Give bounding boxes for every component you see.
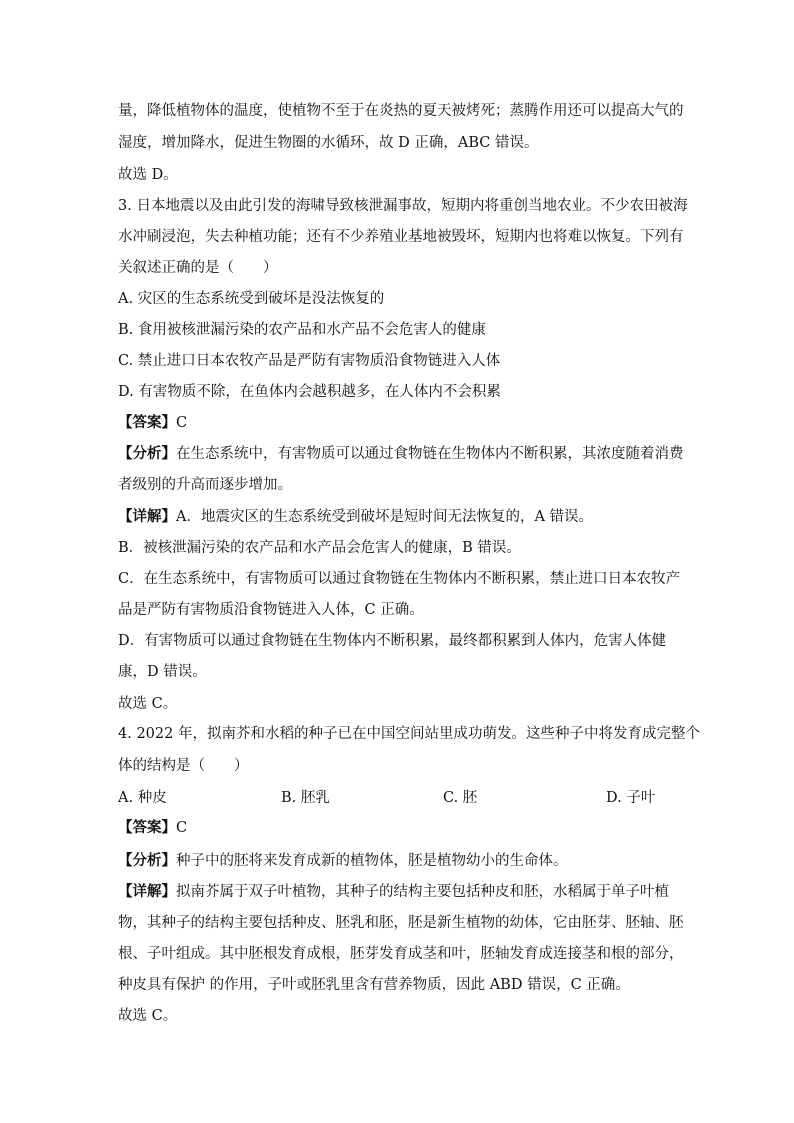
answer-tag: 【答案】 — [118, 819, 176, 836]
q4-answer-value: C — [176, 820, 188, 836]
q3-detail-line-5: D．有害物质可以通过食物链在生物体内不断积累，最终都积累到人体内，危害人体健 — [118, 633, 667, 649]
q4-answer-line — [118, 818, 187, 838]
q4-detail-line-5: 故选 C。 — [118, 1008, 178, 1024]
q4-analysis-text-1: 种子中的胚将来发育成新的植物体，胚是植物幼小的生命体。 — [176, 853, 568, 869]
q4-option-b: B. 胚乳 — [281, 790, 330, 806]
q4-stem-line-2: 体的结构是（ ） — [118, 758, 249, 774]
continued-select: 故选 D。 — [118, 167, 178, 183]
q4-option-a: A. 种皮 — [118, 790, 167, 806]
q3-select: 故选 C。 — [118, 696, 178, 712]
q3-option-b: B. 食用被核泄漏污染的农产品和水产品不会危害人的健康 — [118, 322, 486, 338]
q3-option-d: D. 有害物质不除，在鱼体内会越积越多，在人体内不会积累 — [118, 384, 501, 400]
q3-answer-line — [118, 413, 187, 433]
analysis-tag: 【分析】 — [118, 445, 176, 462]
q3-analysis-text-1: 在生态系统中，有害物质可以通过食物链在生物体内不断积累，其浓度随着消费 — [176, 446, 684, 462]
detail-tag: 【详解】 — [118, 508, 176, 525]
q3-detail-line-4: 品是严防有害物质沿食物链进入人体，C 正确。 — [118, 602, 424, 618]
continued-text-line-2: 湿度，增加降水，促进生物圈的水循环，故 D 正确，ABC 错误。 — [118, 135, 539, 151]
q3-stem-line-2: 水冲刷浸泡，失去种植功能；还有不少养殖业基地被毁坏，短期内也将难以恢复。下列有 — [118, 229, 684, 245]
detail-tag: 【详解】 — [118, 883, 176, 900]
continued-text-line-1: 量，降低植物体的温度，使植物不至于在炎热的夏天被烤死；蒸腾作用还可以提高大气的 — [118, 103, 684, 119]
q3-detail-line-1 — [118, 507, 593, 527]
q4-detail-line-3: 根、子叶组成。其中胚根发育成根，胚芽发育成茎和叶，胚轴发育成连接茎和根的部分， — [118, 946, 684, 962]
q4-option-c: C. 胚 — [443, 790, 478, 806]
q3-analysis-line-2: 者级别的升高而逐步增加。 — [118, 477, 292, 493]
q3-answer-value: C — [176, 415, 188, 431]
q3-stem-line-1: 3. 日本地震以及由此引发的海啸导致核泄漏事故，短期内将重创当地农业。不少农田被海 — [118, 198, 688, 214]
analysis-tag: 【分析】 — [118, 852, 176, 869]
q4-stem-line-1: 4. 2022 年，拟南芥和水稻的种子已在中国空间站里成功萌发。这些种子中将发育成完整个 — [118, 726, 700, 742]
q3-detail-text-1: A．地震灾区的生态系统受到破坏是短时间无法恢复的，A 错误。 — [176, 509, 594, 525]
q3-detail-line-6: 康，D 错误。 — [118, 664, 207, 680]
answer-tag: 【答案】 — [118, 414, 176, 431]
q3-analysis-line-1 — [118, 444, 684, 464]
q3-option-c: C. 禁止进口日本农牧产品是严防有害物质沿食物链进入人体 — [118, 353, 501, 369]
q4-option-d: D. 子叶 — [606, 790, 656, 806]
q4-detail-line-1 — [118, 882, 669, 902]
q4-detail-line-4: 种皮具有保护 的作用，子叶或胚乳里含有营养物质，因此 ABD 错误，C 正确。 — [118, 977, 630, 993]
q3-option-a: A. 灾区的生态系统受到破坏是没法恢复的 — [118, 291, 385, 307]
q4-detail-text-1: 拟南芥属于双子叶植物，其种子的结构主要包括种皮和胚，水稻属于单子叶植 — [176, 884, 669, 900]
q4-detail-line-2: 物，其种子的结构主要包括种皮、胚乳和胚，胚是新生植物的幼体，它由胚芽、胚轴、胚 — [118, 915, 684, 931]
q3-detail-line-2: B．被核泄漏污染的农产品和水产品会危害人的健康，B 错误。 — [118, 540, 521, 556]
q3-stem-line-3: 关叙述正确的是（ ） — [118, 260, 278, 276]
q4-analysis-line-1 — [118, 851, 568, 871]
q3-detail-line-3: C．在生态系统中，有害物质可以通过食物链在生物体内不断积累，禁止进口日本农牧产 — [118, 571, 681, 587]
